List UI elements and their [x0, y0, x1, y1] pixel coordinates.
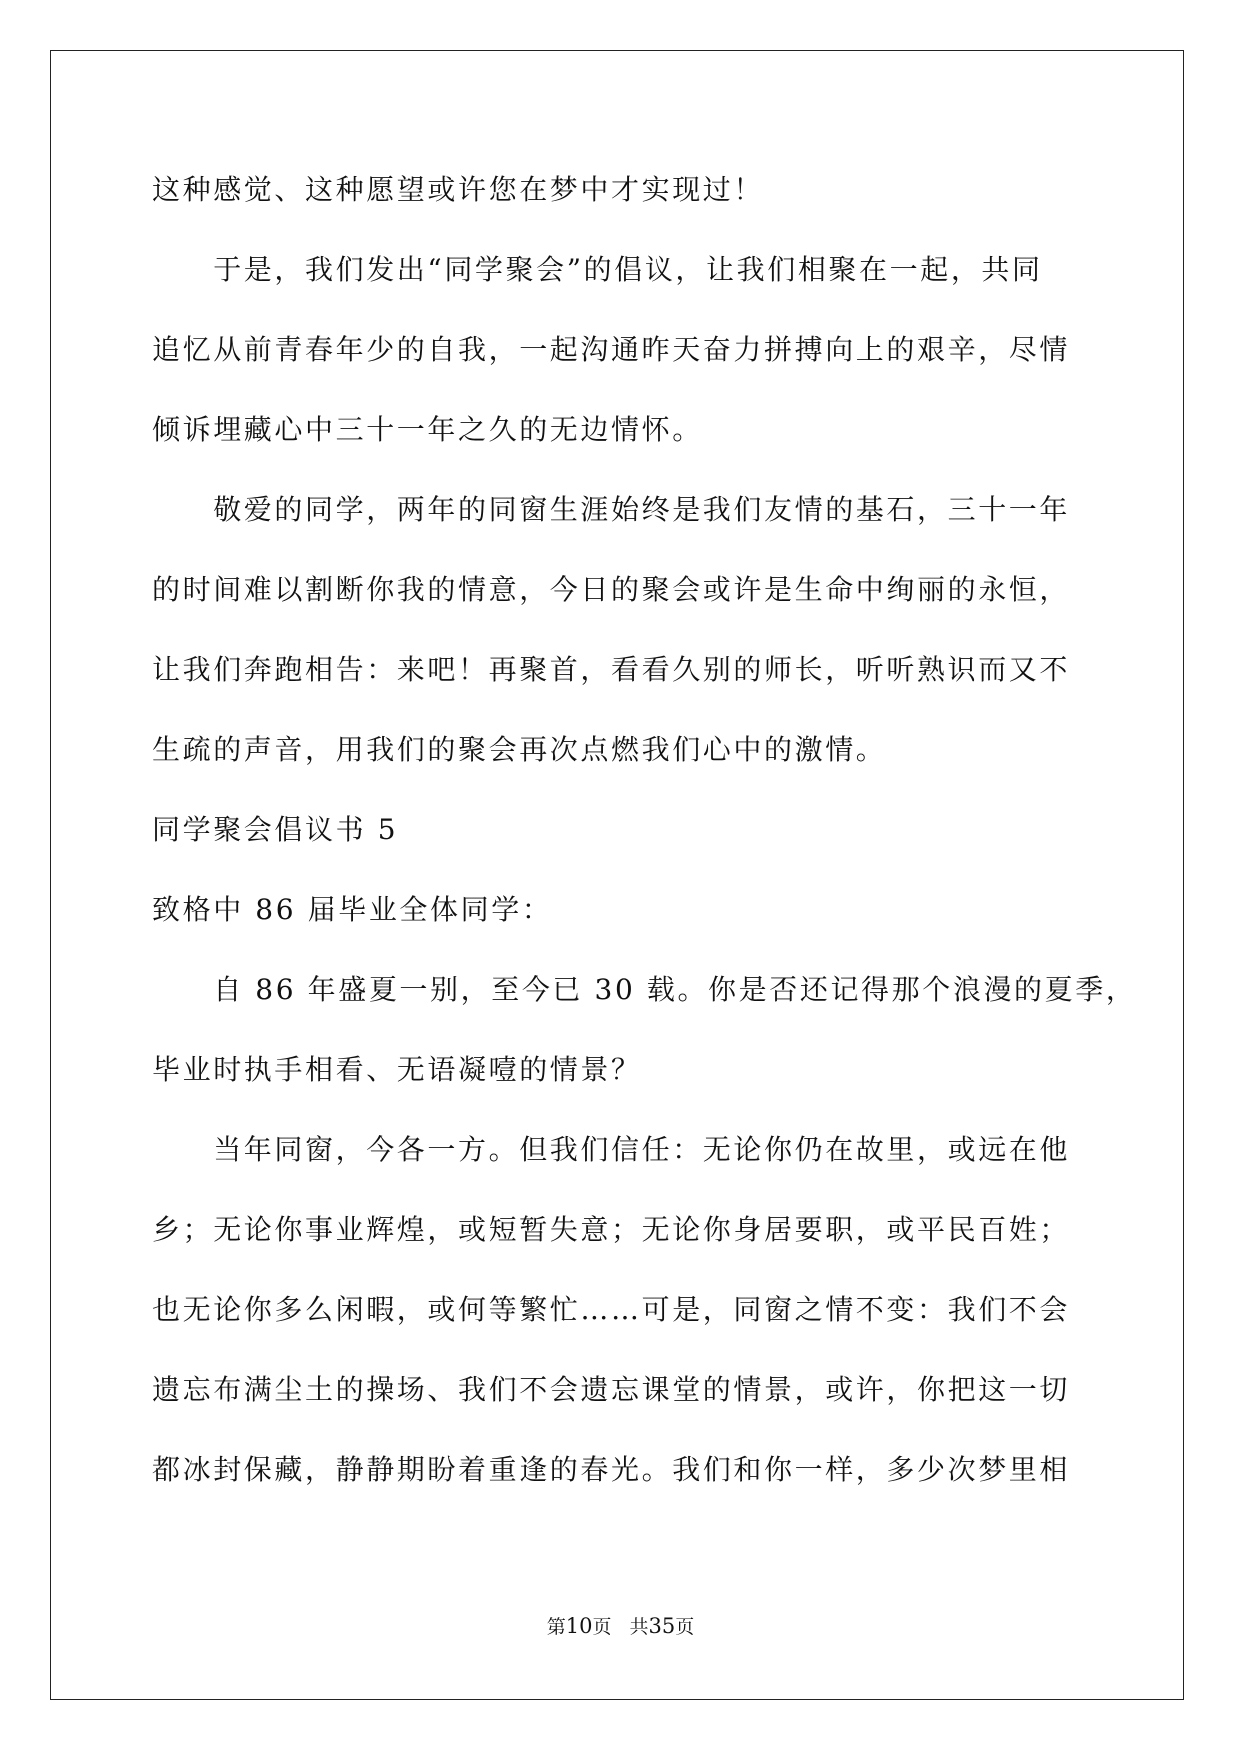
text-line: 都冰封保藏，静静期盼着重逢的春光。我们和你一样，多少次梦里相: [152, 1453, 1071, 1486]
text-line: 敬爱的同学，两年的同窗生涯始终是我们友情的基石，三十一年: [152, 493, 1071, 526]
salutation: 致格中 86 届毕业全体同学：: [152, 893, 553, 926]
text-line: 自 86 年盛夏一别，至今已 30 载。你是否还记得那个浪漫的夏季，: [152, 973, 1137, 1006]
total-suffix: 页: [675, 1616, 695, 1638]
text-line: 也无论你多么闲暇，或何等繁忙……可是，同窗之情不变：我们不会: [152, 1293, 1071, 1326]
text-line: 于是，我们发出“同学聚会”的倡议，让我们相聚在一起，共同: [152, 253, 1043, 286]
page-footer: [0, 1613, 1241, 1640]
section-heading: 同学聚会倡议书 5: [152, 813, 399, 846]
total-page-number: 35: [648, 1614, 676, 1638]
text-line: 乡；无论你事业辉煌，或短暂失意；无论你身居要职，或平民百姓；: [152, 1213, 1071, 1246]
text-line: 的时间难以割断你我的情意，今日的聚会或许是生命中绚丽的永恒，: [152, 573, 1071, 606]
text-line: 这种感觉、这种愿望或许您在梦中才实现过！: [152, 173, 765, 206]
current-page-number: 10: [565, 1614, 593, 1638]
page-prefix: 第: [546, 1616, 566, 1638]
text-line: 让我们奔跑相告：来吧！再聚首，看看久别的师长，听听熟识而又不: [152, 653, 1071, 686]
text-line: 追忆从前青春年少的自我，一起沟通昨天奋力拼搏向上的艰辛，尽情: [152, 333, 1071, 366]
text-line: 倾诉埋藏心中三十一年之久的无边情怀。: [152, 413, 703, 446]
text-line: 遗忘布满尘土的操场、我们不会遗忘课堂的情景，或许，你把这一切: [152, 1373, 1071, 1406]
text-line: 生疏的声音，用我们的聚会再次点燃我们心中的激情。: [152, 733, 887, 766]
text-line: 当年同窗，今各一方。但我们信任：无论你仍在故里，或远在他: [152, 1133, 1071, 1166]
page-suffix: 页: [592, 1616, 612, 1638]
text-line: 毕业时执手相看、无语凝噎的情景？: [152, 1053, 642, 1086]
total-prefix: 共: [629, 1616, 649, 1638]
